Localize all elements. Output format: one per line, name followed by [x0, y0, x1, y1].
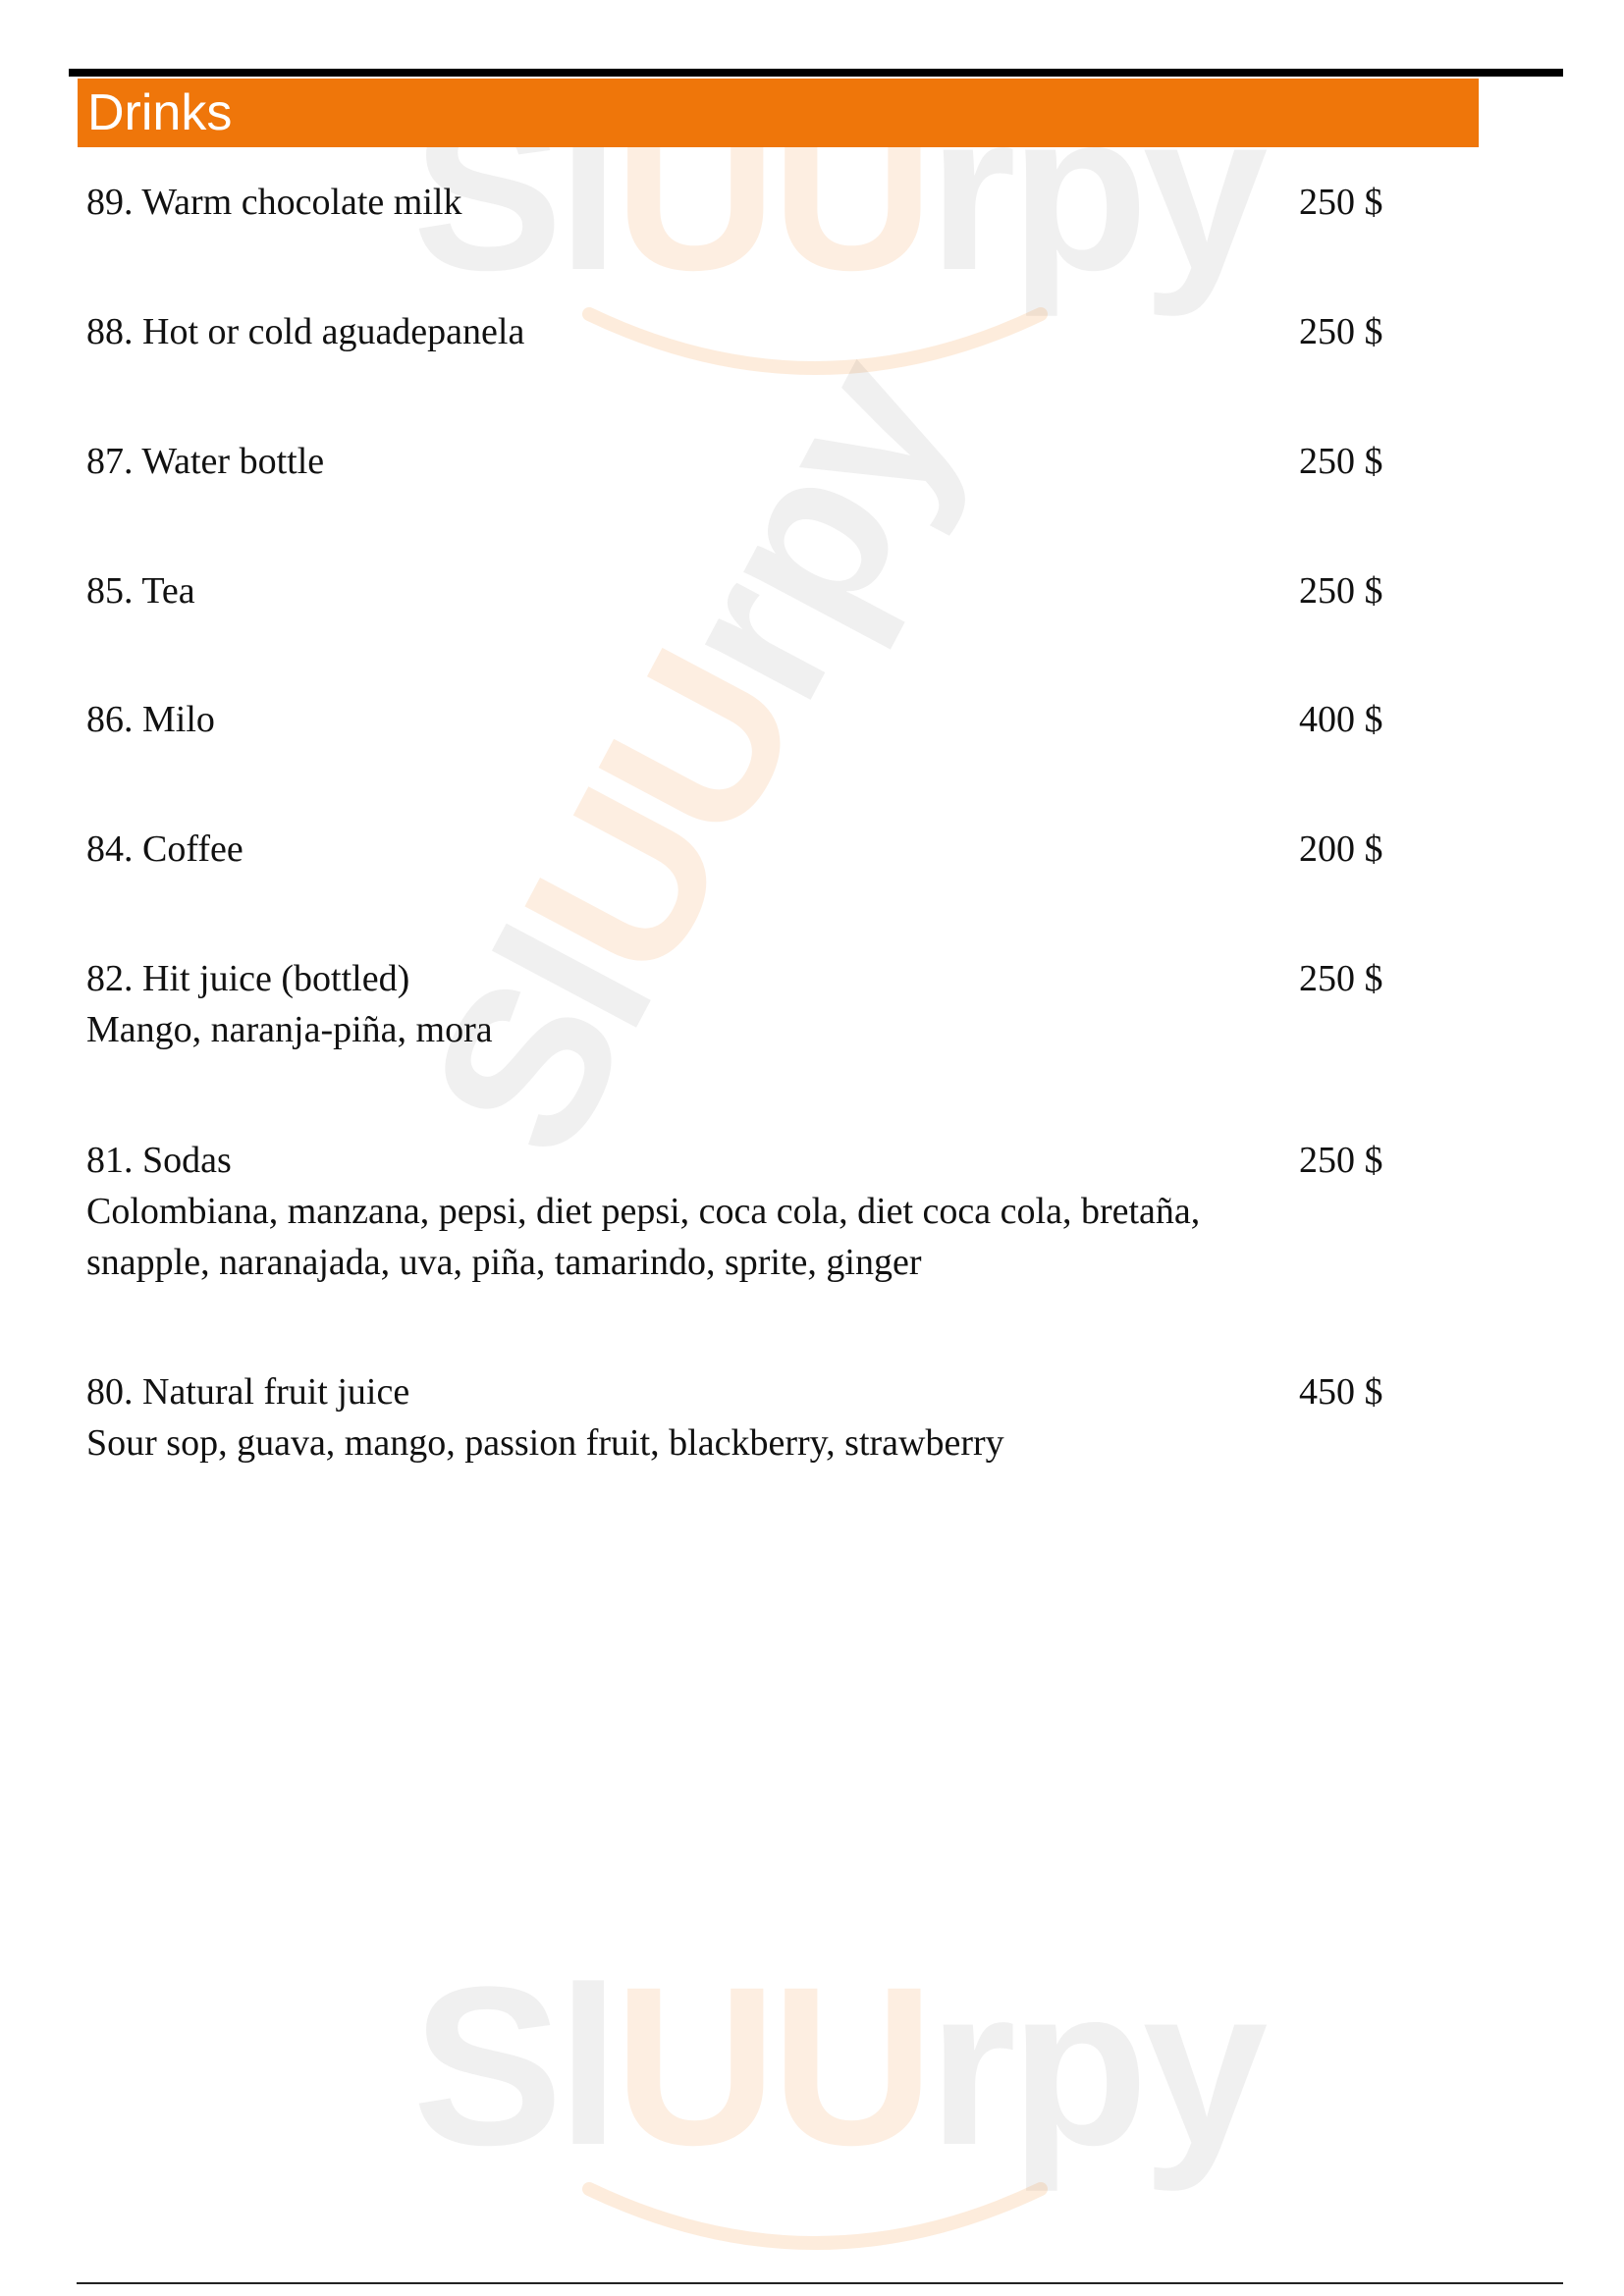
item-description: Sour sop, guava, mango, passion fruit, blackberry, strawberry	[86, 1422, 1004, 1464]
item-price: 250 $	[1299, 311, 1383, 352]
bottom-divider	[77, 2282, 1563, 2284]
item-name: 84. Coffee	[86, 828, 244, 870]
item-price: 250 $	[1299, 182, 1383, 223]
item-description: Mango, naranja-piña, mora	[86, 1009, 493, 1050]
item-price: 250 $	[1299, 570, 1383, 612]
item-price: 250 $	[1299, 1140, 1383, 1181]
item-name: 85. Tea	[86, 570, 195, 612]
item-name: 87. Water bottle	[86, 441, 325, 482]
section-title: Drinks	[87, 84, 233, 141]
item-name: 88. Hot or cold aguadepanela	[86, 311, 525, 352]
item-name: 89. Warm chocolate milk	[86, 182, 462, 223]
item-name: 80. Natural fruit juice	[86, 1371, 410, 1413]
watermark-logo-top: SlUUrpy	[412, 79, 1262, 304]
item-name: 82. Hit juice (bottled)	[86, 958, 410, 999]
item-price: 400 $	[1299, 699, 1383, 740]
watermark-logo-diagonal: SlUUrpy	[380, 323, 1002, 1193]
item-price: 450 $	[1299, 1371, 1383, 1413]
item-price: 200 $	[1299, 828, 1383, 870]
item-description: Colombiana, manzana, pepsi, diet pepsi, coca cola, diet coca cola, bretaña, snapple, naranajada, uva, piña, tamarindo, sprite, ginger	[86, 1191, 1201, 1283]
item-name: 86. Milo	[86, 699, 215, 740]
item-price: 250 $	[1299, 958, 1383, 999]
item-name: 81. Sodas	[86, 1140, 232, 1181]
watermark-logo-bottom: SlUUrpy	[412, 1953, 1262, 2179]
item-price: 250 $	[1299, 441, 1383, 482]
